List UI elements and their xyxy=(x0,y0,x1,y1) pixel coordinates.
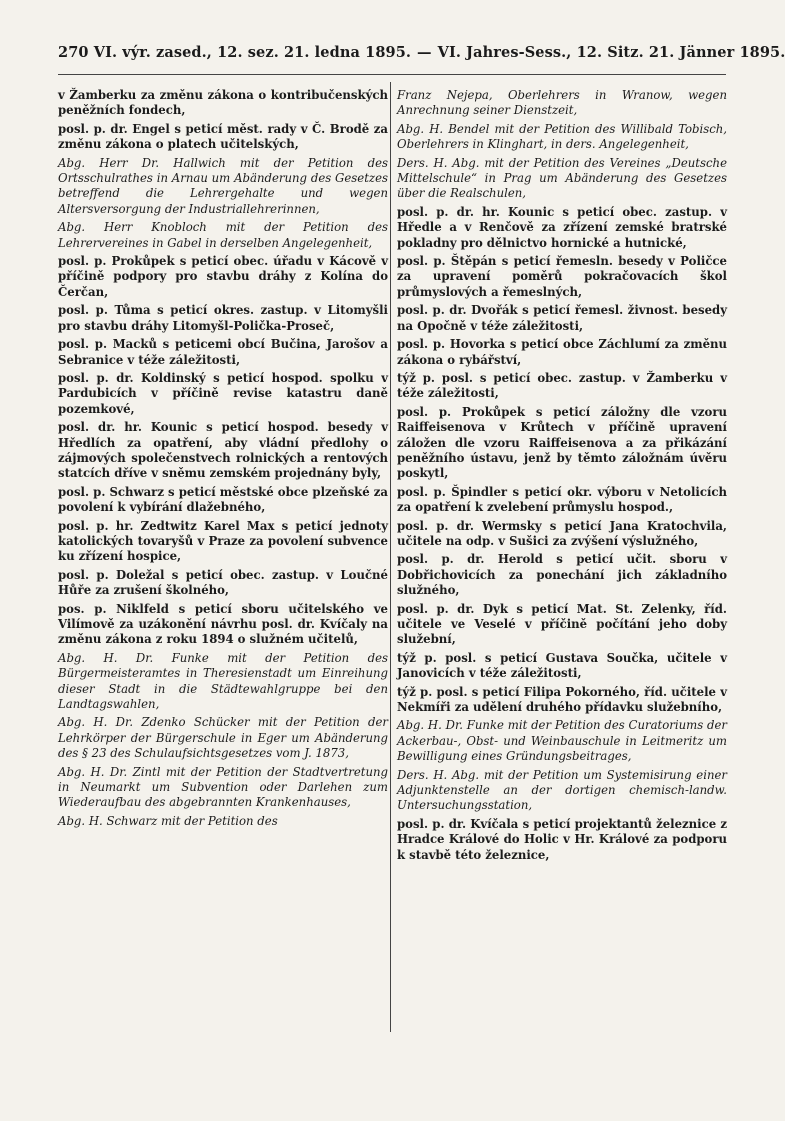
petition-entry: posl. p. Štěpán s peticí řemesln. besedy v Poličce za upravení poměrů pokračovacích škol průmyslových a řemeslných, xyxy=(397,254,727,299)
petition-entry: posl. p. dr. Kvíčala s peticí projektantů železnice z Hradce Králové do Holic v Hr. Králové za podporu k stavbě této železnice, xyxy=(397,816,727,862)
petition-entry: posl. p. Tůma s peticí okres. zastup. v Litomyšli pro stavbu dráhy Litomyšl-Polička-Proseč, xyxy=(58,303,388,333)
petition-entry: Ders. H. Abg. mit der Petition des Vereines „Deutsche Mittelschule“ in Prag um Abänderung des Gesetzes über die Realschulen, xyxy=(397,155,727,201)
header-separator: — xyxy=(417,44,432,61)
petition-entry: posl. dr. hr. Kounic s peticí hospod. besedy v Hředlích za opatření, aby vládní předlohy o zájmových společenstvech rolnických a rentových statcích dříve v sněmu zemském projednány byly, xyxy=(58,420,388,481)
header-title-czech: 270 VI. výr. zased., 12. sez. 21. ledna 1895. xyxy=(58,44,412,61)
petition-entry: Abg. H. Dr. Zdenko Schücker mit der Petition der Lehrkörper der Bürgerschule in Eger um Abänderung des § 23 des Schulaufsichtsgesetzes vom J. 1873, xyxy=(58,715,388,761)
petition-entry: týž p. posl. s peticí Gustava Součka, učitele v Janovicích v téže záležitosti, xyxy=(397,650,727,681)
header-rule xyxy=(58,74,726,75)
petition-entry: Abg. H. Bendel mit der Petition des Willibald Tobisch, Oberlehrers in Klinghart, in ders. Angelegenheit, xyxy=(397,121,727,152)
page-header xyxy=(58,44,785,68)
petition-entry: posl. p. Doležal s peticí obec. zastup. v Loučné Hůře za zrušení školného, xyxy=(58,567,388,598)
header-title-german: VI. Jahres-Sess., 12. Sitz. 21. Jänner 1895. xyxy=(437,44,785,61)
petition-entry: Abg. H. Schwarz mit der Petition des xyxy=(58,813,278,828)
left-column xyxy=(58,88,388,1088)
petition-entry: posl. p. Schwarz s peticí městské obce plzeňské za povolení k vybírání dlažebného, xyxy=(58,484,388,515)
petition-entry: posl. p. dr. Herold s peticí učit. sboru v Dobřichovicích za ponechání jich základního služného, xyxy=(397,552,727,598)
petition-entry: posl. p. Prokůpek s peticí obec. úřadu v Kácově v příčině podpory pro stavbu dráhy z Kolína do Čerčan, xyxy=(58,254,388,299)
petition-entry: posl. p. Špindler s peticí okr. výboru v Netolicích za opatření k zvelebení průmyslu hospod., xyxy=(397,484,727,515)
petition-entry: posl. p. dr. hr. Kounic s peticí obec. zastup. v Hředle a v Renčově za zřízení zemské bratrské pokladny pro dělnictvo hornické a hutnické, xyxy=(397,204,727,250)
petition-entry: posl. p. hr. Zedtwitz Karel Max s peticí jednoty katolických tovaryšů v Praze za povolení subvence ku zřízení hospice, xyxy=(58,518,388,564)
petition-entry: Abg. Herr Dr. Hallwich mit der Petition des Ortsschulrathes in Arnau um Abänderung des Gesetzes betreffend die Lehrergehalte und wegen Altersversorgung der Industriallehrerinnen, xyxy=(58,155,388,216)
petition-entry: Abg. H. Dr. Funke mit der Petition des Bürgermeisteramtes in Theresienstadt um Einreihung dieser Stadt in die Städtewahlgruppe bei den Landtagswahlen, xyxy=(58,650,388,712)
petition-entry: Abg. H. Dr. Zintl mit der Petition der Stadtvertretung in Neumarkt um Subvention oder Darlehen zum Wiederaufbau des abgebrannten Krankenhauses, xyxy=(58,764,388,810)
petition-entry: posl. p. dr. Dvořák s peticí řemesl. živnost. besedy na Opočně v téže záležitosti, xyxy=(397,303,727,333)
petition-entry: posl. p. Prokůpek s peticí záložny dle vzoru Raiffeisenova v Krůtech v příčině upravení záložen dle vzoru Raiffeisenova a za přikázání peněžního ústavu, jenž by těmto záložnám úvěru poskytl, xyxy=(397,404,727,481)
petition-entry: posl. p. dr. Engel s peticí měst. rady v Č. Brodě za změnu zákona o platech učitelských, xyxy=(58,121,388,152)
petition-entry: posl. p. dr. Wermsky s peticí Jana Kratochvila, učitele na odp. v Sušici za zvýšení výslužného, xyxy=(397,518,727,548)
petition-entry: Abg. Herr Knobloch mit der Petition des Lehrervereines in Gabel in derselben Angelegenheit, xyxy=(58,220,388,250)
petition-entry: Franz Nejepa, Oberlehrers in Wranow, wegen Anrechnung seiner Dienstzeit, xyxy=(397,88,727,118)
petition-entry: týž p. posl. s peticí Filipa Pokorného, říd. učitele v Nekmíři za udělení druhého přídavku služebního, xyxy=(397,684,727,715)
petition-entry: posl. p. Hovorka s peticí obce Záchlumí za změnu zákona o rybářství, xyxy=(397,337,727,367)
petition-entry: posl. p. Macků s peticemi obcí Bučina, Jarošov a Sebranice v téže záležitosti, xyxy=(58,337,388,367)
petition-entry: posl. p. dr. Dyk s peticí Mat. St. Zelenky, říd. učitele ve Veselé v příčině počítání jeho doby služební, xyxy=(397,601,727,647)
column-divider xyxy=(390,82,391,1032)
petition-entry: posl. p. dr. Koldinský s peticí hospod. spolku v Pardubicích v příčině revise katastru daně pozemkové, xyxy=(58,370,388,416)
petition-entry: pos. p. Niklfeld s peticí sboru učitelského ve Vilímově za uzákonění návrhu posl. dr. Kvíčaly na změnu zákona z roku 1894 o služném učitelů, xyxy=(58,601,388,647)
petition-entry: Abg. H. Dr. Funke mit der Petition des Curatoriums der Ackerbau-, Obst- und Weinbauschule in Leitmeritz um Bewilligung eines Gründungsbeitrages, xyxy=(397,718,727,764)
petition-entry: týž p. posl. s peticí obec. zastup. v Žamberku v téže záležitosti, xyxy=(397,370,727,401)
petition-entry: v Žamberku za změnu zákona o kontribučenských peněžních fondech, xyxy=(58,88,388,118)
right-column xyxy=(397,88,727,1088)
petition-entry: Ders. H. Abg. mit der Petition um Systemisirung einer Adjunktenstelle an der dortigen chemisch-landw. Untersuchungsstation, xyxy=(397,767,727,813)
